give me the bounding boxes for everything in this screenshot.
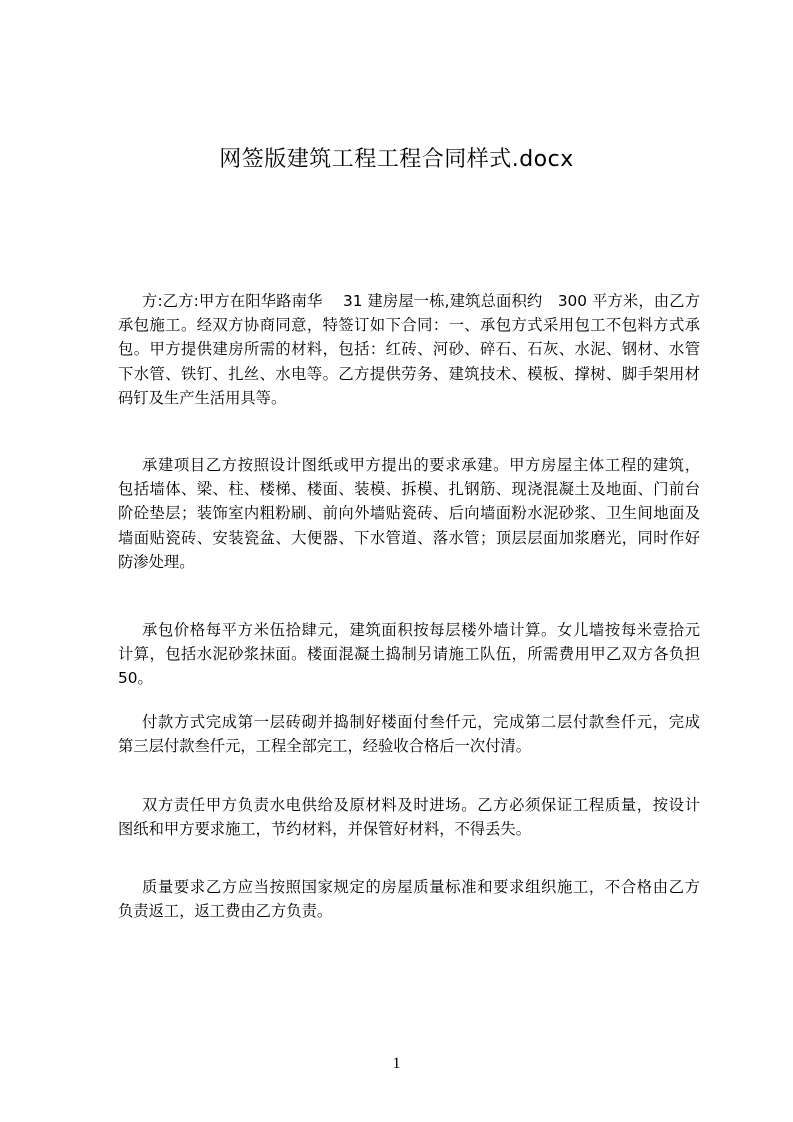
paragraph-line: 防渗处理。 <box>118 552 195 571</box>
paragraph <box>118 618 700 691</box>
page-number: 1 <box>392 1055 401 1072</box>
paragraph-line: 码钉及生产生活用具等。 <box>118 388 287 407</box>
document-title: 网签版建筑工程工程合同样式.docx <box>219 147 574 172</box>
paragraph-line: 包括墙体、梁、柱、楼梯、楼面、装模、拆模、扎钢筋、现浇混凝土及地面、门前台 <box>118 480 700 499</box>
paragraph <box>118 710 700 758</box>
paragraph-line: 下水管、铁钉、扎丝、水电等。乙方提供劳务、建筑技术、模板、撑树、脚手架用材 <box>118 364 700 383</box>
paragraph <box>118 875 700 923</box>
paragraph-line: 付款方式完成第一层砖砌并捣制好楼面付叁仟元，完成第二层付款叁仟元，完成 <box>142 713 700 731</box>
paragraph <box>118 793 700 841</box>
paragraph-line: 第三层付款叁仟元，工程全部完工，经验收合格后一次付清。 <box>118 737 532 756</box>
paragraph-line: 方:乙方:甲方在阳华路南华 31 建房屋一栋,建筑总面积约 300 平方米，由乙方 <box>142 292 700 310</box>
paragraph-line: 图纸和甲方要求施工，节约材料，并保管好材料，不得丢失。 <box>118 820 532 839</box>
paragraph-line: 计算，包括水泥砂浆抹面。楼面混凝土捣制另请施工队伍，所需费用甲乙双方各负担 <box>118 645 700 664</box>
paragraph-line: 阶砼垫层；装饰室内粗粉刷、前向外墙贴瓷砖、后向墙面粉水泥砂浆、卫生间地面及 <box>118 504 700 523</box>
paragraph <box>118 289 700 410</box>
paragraph-line: 包。甲方提供建房所需的材料，包括：红砖、河砂、碎石、石灰、水泥、钢材、水管 <box>118 340 700 359</box>
paragraph-line: 承包价格每平方米伍拾肆元，建筑面积按每层楼外墙计算。女儿墙按每米壹拾元 <box>142 621 700 639</box>
paragraph-line: 50。 <box>118 669 153 688</box>
paragraph-line: 承包施工。经双方协商同意，特签订如下合同：一、承包方式采用包工不包料方式承 <box>118 316 700 335</box>
paragraph <box>118 453 700 574</box>
paragraph-line: 承建项目乙方按照设计图纸或甲方提出的要求承建。甲方房屋主体工程的建筑， <box>142 456 700 474</box>
paragraph-line: 质量要求乙方应当按照国家规定的房屋质量标准和要求组织施工，不合格由乙方 <box>142 878 700 896</box>
paragraph-line: 负责返工，返工费由乙方负责。 <box>118 902 333 921</box>
paragraph-line: 双方责任甲方负责水电供给及原材料及时进场。乙方必须保证工程质量，按设计 <box>142 796 700 814</box>
paragraph-line: 墙面贴瓷砖、安装瓷盆、大便器、下水管道、落水管；顶层层面加浆磨光，同时作好 <box>118 528 700 547</box>
